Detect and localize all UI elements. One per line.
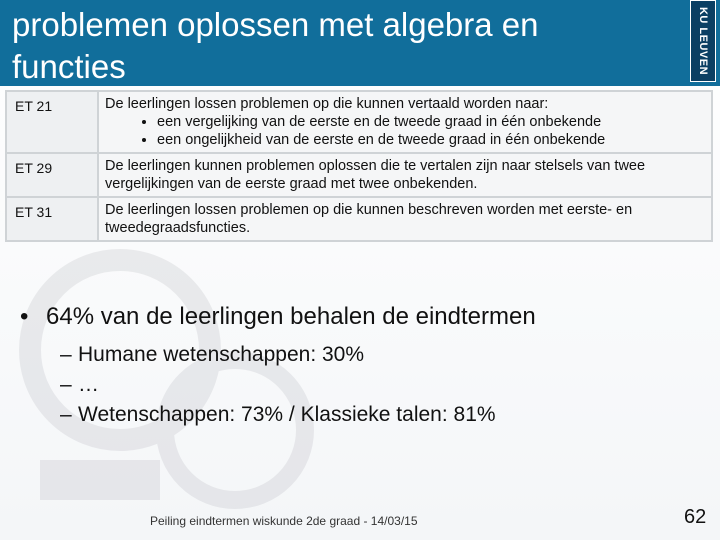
sub-bullet-list xyxy=(60,340,700,430)
table-row xyxy=(7,154,711,198)
dash-icon: – xyxy=(60,373,72,396)
et-code: ET 31 xyxy=(7,198,99,240)
sub-bullet-item xyxy=(60,340,700,370)
sub-bullet-text: … xyxy=(78,373,99,396)
logo-text: KU LEUVEN xyxy=(697,6,709,76)
et-description xyxy=(99,198,711,240)
bullet-item xyxy=(20,300,700,334)
et-intro: De leerlingen kunnen problemen oplossen die te vertalen zijn naar stelsels van twee vergelijkingen van de eerste graad met twee onbekenden. xyxy=(105,158,646,192)
bullet-text: 64% van de leerlingen behalen de eindtermen xyxy=(46,303,536,330)
list-item: • een vergelijking van de eerste en de tweede graad in één onbekende xyxy=(157,113,705,131)
et-description xyxy=(99,92,711,152)
title-bar xyxy=(0,0,720,86)
et-item-list xyxy=(105,113,705,149)
sub-bullet-text: Wetenschappen: 73% / Klassieke talen: 81% xyxy=(78,403,496,426)
table-row xyxy=(7,198,711,240)
bullet-dot-icon: • xyxy=(20,303,29,330)
slide-title: problemen oplossen met algebra en functies xyxy=(12,6,539,85)
et-description xyxy=(99,154,711,196)
main-bullets xyxy=(20,300,700,430)
dash-icon: – xyxy=(60,403,72,426)
et-intro: De leerlingen lossen problemen op die kunnen vertaald worden naar: xyxy=(105,96,549,112)
sub-bullet-text: Humane wetenschappen: 30% xyxy=(78,343,365,366)
page-number: 62 xyxy=(684,506,707,528)
ku-leuven-logo xyxy=(690,0,716,82)
eindtermen-table xyxy=(5,90,713,242)
sub-bullet-item xyxy=(60,400,700,430)
et-code: ET 29 xyxy=(7,154,99,196)
et-intro: De leerlingen lossen problemen op die kunnen beschreven worden met eerste- en tweedegraadsfuncties. xyxy=(105,202,633,236)
dash-icon: – xyxy=(60,343,72,366)
slide-footer: Peiling eindtermen wiskunde 2de graad - 14/03/15 xyxy=(150,514,418,528)
table-row xyxy=(7,92,711,154)
et-code: ET 21 xyxy=(7,92,99,152)
sub-bullet-item xyxy=(60,370,700,400)
list-item: • een ongelijkheid van de eerste en de tweede graad in één onbekende xyxy=(157,131,705,149)
